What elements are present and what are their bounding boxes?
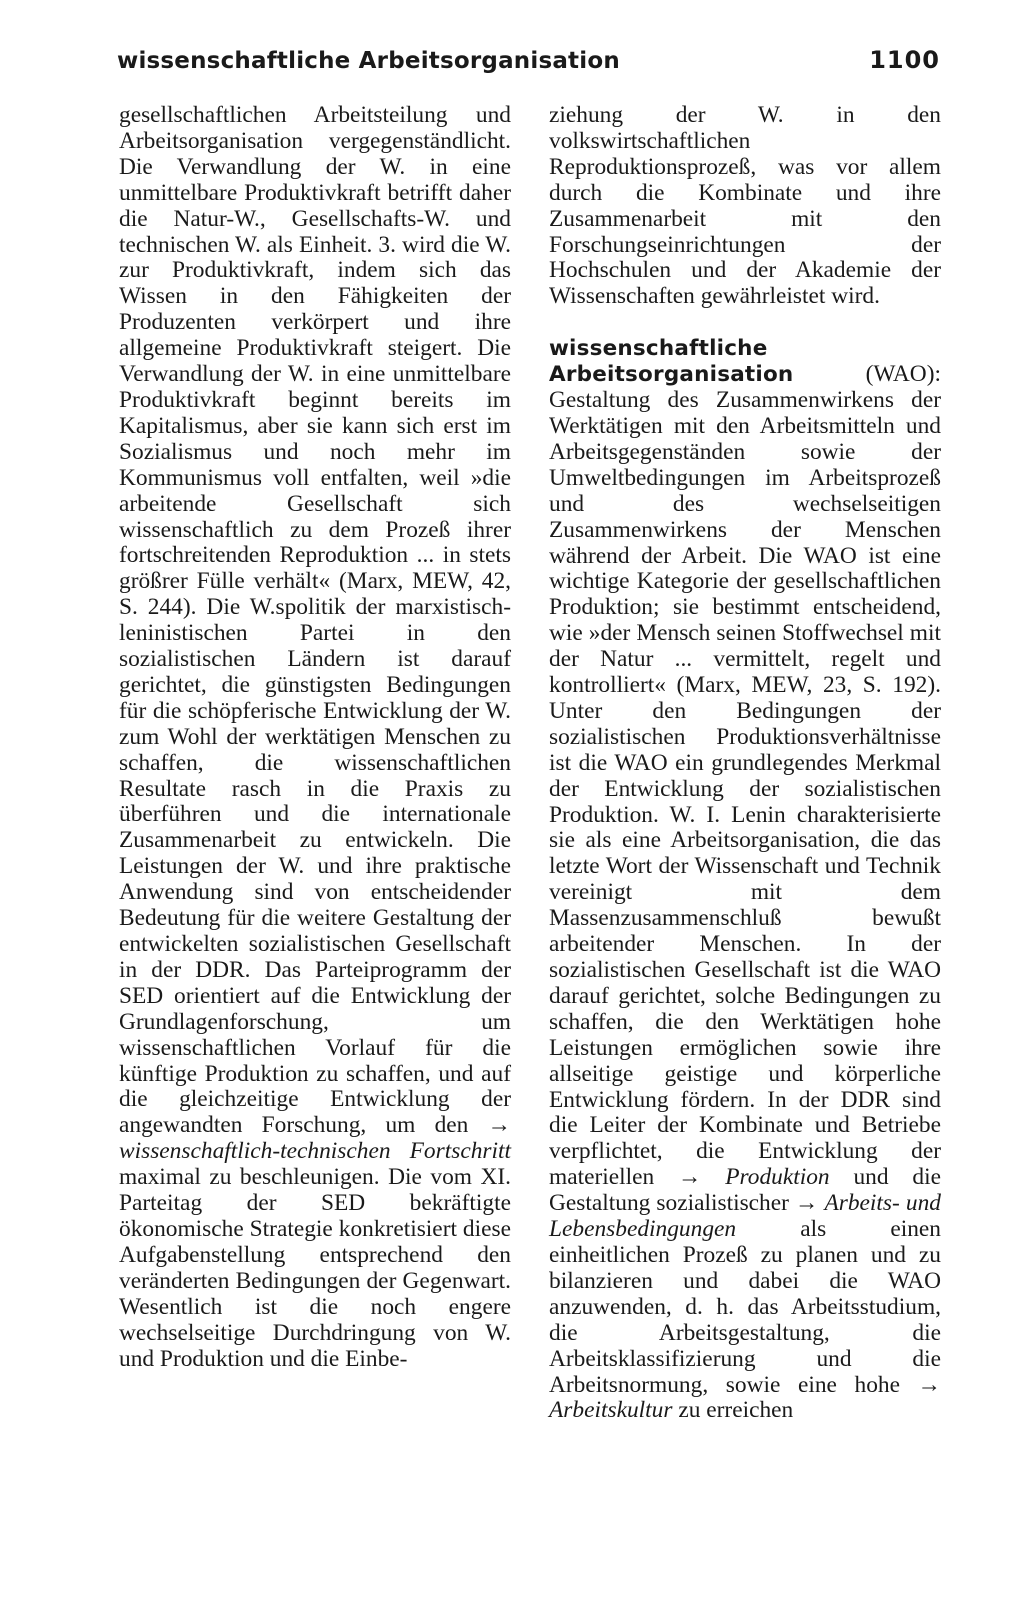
continuation-paragraph: ziehung der W. in den volkswirtschaftlichen Reproduktionsprozeß, was vor allem durch die Kombinate und ihre Zusammenarbeit mit den Forschungseinrichtungen der Hochschulen und der Akademie der Wissenschaften gewährleistet wird. [549,102,941,310]
cross-reference-link[interactable]: Arbeitskultur [549,1397,673,1424]
body-text: maximal zu beschleunigen. Die vom XI. Parteitag der SED bekräftigte ökonomische Strategie konkretisiert diese Aufgabenstellung entsprechend den veränderten Bedingungen der Gegenwart. Wesentlich ist die noch engere wechselseitige Durchdringung von W. und Produktion und die Einbe- [119,1164,511,1372]
body-text: gesellschaftlichen Arbeitsteilung und Arbeitsorganisation vergegenständlicht. Die Verwandlung der W. in eine unmittelbare Produktivkraft betrifft daher die Natur-W., Gesellschafts-W. und technischen W. als Einheit. 3. wird die W. zur Produktivkraft, indem sich das Wissen in den Fähigkeiten der Produzenten verkörpert und ihre allgemeine Produktivkraft steigert. Die Verwandlung der W. in eine unmittelbare Produktivkraft beginnt bereits im Kapitalismus, aber sie kann sich erst im Sozialismus und noch mehr im Kommunismus voll entfalten, weil »die arbeitende Gesellschaft sich wissenschaftlich zu dem Prozeß ihrer fortschreitenden Reproduktion ... in stets größrer Fülle verhält« (Marx, MEW, 42, S. 244). Die W.spolitik der marxistisch-leninistischen Partei in den sozialistischen Ländern ist darauf gerichtet, die günstigsten Bedingungen für die schöpferische Entwicklung der W. zum Wohl der werktätigen Menschen zu schaffen, die wissenschaftlichen Resultate rasch in die Praxis zu überführen und die internationale Zusammenarbeit zu entwickeln. Die Leistungen der W. und ihre praktische Anwendung sind von entscheidender Bedeutung für die weitere Gestaltung der entwickelten sozialistischen Gesellschaft in der DDR. Das Parteiprogramm der SED orientiert auf die Entwicklung der Grundlagenforschung, um wissenschaftlichen Vorlauf für die künftige Produktion zu schaffen, und auf die gleichzeitige Entwicklung der angewandten Forschung, um den [119,102,511,1139]
entry-headword: wissenschaftliche Arbeitsorganisation [549,336,794,388]
cross-reference-arrow: → [795,1190,819,1217]
cross-reference-arrow: → [487,1112,511,1139]
body-text: und die Gestaltung sozialistischer [549,1164,941,1217]
entry-abbreviation: (WAO): [865,361,941,388]
left-column-paragraph [119,103,511,1372]
cross-reference-arrow: → [678,1164,702,1191]
body-text: als einen einheitlichen Prozeß zu planen und zu bilanzieren und dabei die WAO anzuwenden, d. h. das Arbeitsstudium, die Arbeitsgestaltung, die Arbeitsklassifizierung und die Arbeitsnormung, sowie eine hohe [549,1216,941,1398]
page-header [117,44,940,84]
cross-reference-link[interactable]: Arbeits- und Lebensbedingungen [549,1190,941,1243]
cross-reference-arrow: → [917,1371,941,1398]
body-text: Gestaltung des Zusammenwirkens der Werktätigen mit den Arbeitsmitteln und Arbeitsgegenständen sowie der Umweltbedingungen im Arbeitsprozeß und des wechselseitigen Zusammenwirkens der Menschen während der Arbeit. Die WAO ist eine wichtige Kategorie der gesellschaftlichen Produktion; sie bestimmt entscheidend, wie »der Mensch seinen Stoffwechsel mit der Natur ... vermittelt, regelt und kontrolliert« (Marx, MEW, 23, S. 192). Unter den Bedingungen der sozialistischen Produktionsverhältnisse ist die WAO ein grundlegendes Merkmal der Entwicklung der sozialistischen Produktion. W. I. Lenin charakterisierte sie als eine Arbeitsorganisation, die das letzte Wort der Wissenschaft und Technik vereinigt mit dem Massenzusammenschluß bewußt arbeitender Menschen. In der sozialistischen Gesellschaft ist die WAO darauf gerichtet, solche Bedingungen zu schaffen, die den Werktätigen hohe Leistungen ermöglichen sowie ihre allseitige geistige und körperliche Entwicklung fördern. In der DDR sind die Leiter der Kombinate und Betriebe verpflichtet, die Entwicklung der materiellen [549,387,941,1191]
dictionary-entry [549,336,941,1424]
left-column [119,103,511,1372]
right-column [549,103,941,1424]
body-text: zu erreichen [678,1397,794,1424]
cross-reference-link[interactable]: Produktion [725,1164,830,1191]
running-head-title: wissenschaftliche Arbeitsorganisation [117,48,620,74]
page-number: 1100 [869,46,940,74]
cross-reference-link[interactable]: wissenschaftlich-technischen Fortschritt [119,1138,511,1165]
